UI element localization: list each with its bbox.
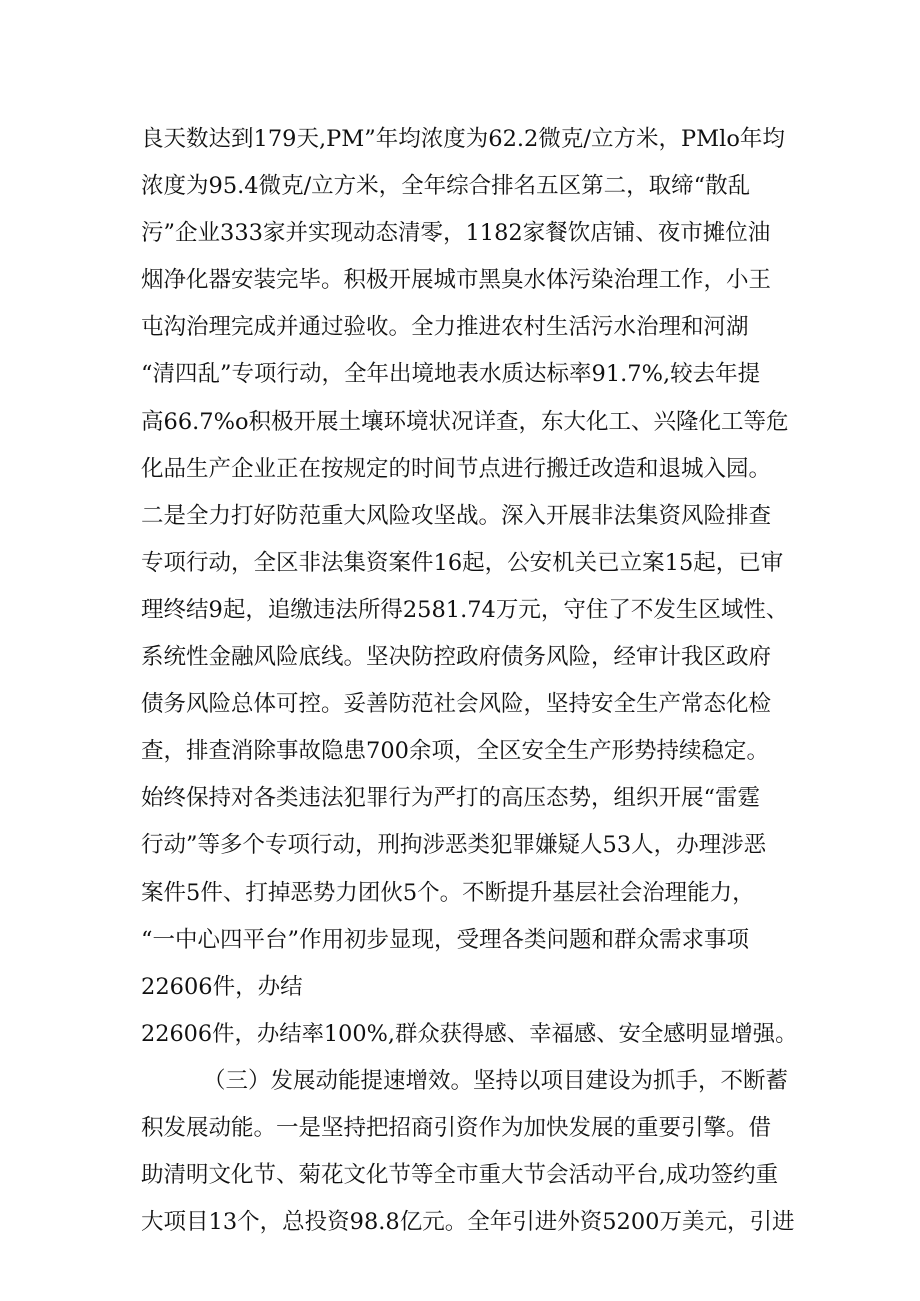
text-line: 查，排查消除事故隐患700余项，全区安全生产形势持续稳定。	[141, 738, 769, 765]
text-line: 大项目13个，总投资98.8亿元。全年引进外资5200万美元，引进	[141, 1209, 795, 1236]
text-line: 化品生产企业正在按规定的时间节点进行搬迁改造和退城入园。	[141, 455, 772, 482]
text-line: 22606件，办结率100%,群众获得感、幸福感、安全感明显增强。	[141, 1020, 798, 1047]
text-line: 行动”等多个专项行动，刑拘涉恶类犯罪嫌疑人53人，办理涉恶	[141, 832, 767, 859]
section-heading-line: （三）发展动能提速增效。坚持以项目建设为抓手，不断蓄	[203, 1067, 789, 1094]
text-line: 屯沟治理完成并通过验收。全力推进农村生活污水治理和河湖	[141, 314, 749, 341]
text-line: 理终结9起，追缴违法所得2581.74万元，守住了不发生区域性、	[141, 596, 789, 623]
text-line: 专项行动，全区非法集资案件16起，公安机关已立案15起，已审	[141, 549, 784, 576]
text-line: 烟净化器安装完毕。积极开展城市黑臭水体污染治理工作，小王	[141, 267, 772, 294]
text-line: 二是全力打好防范重大风险攻坚战。深入开展非法集资风险排查	[141, 502, 772, 529]
text-line: 助清明文化节、菊花文化节等全市重大节会活动平台,成功签约重	[141, 1162, 779, 1189]
text-line: 浓度为95.4微克/立方米，全年综合排名五区第二，取缔“散乱	[141, 173, 751, 200]
text-line: 系统性金融风险底线。坚决防控政府债务风险，经审计我区政府	[141, 644, 772, 671]
text-line: 良天数达到179天,PM”年均浓度为62.2微克/立方米，PMlo年均	[141, 126, 785, 152]
text-line: 22606件，办结	[141, 973, 303, 1000]
text-line: 高66.7%o积极开展土壤环境状况详查，东大化工、兴隆化工等危	[141, 408, 789, 435]
text-line: 污”企业333家并实现动态清零，1182家餐饮店铺、夜市摊位油	[141, 220, 771, 247]
body-text	[141, 119, 801, 1249]
text-line: 债务风险总体可控。妥善防范社会风险，坚持安全生产常态化检	[141, 691, 772, 718]
text-line: “一中心四平台”作用初步显现，受理各类问题和群众需求事项	[141, 926, 750, 953]
text-line: 始终保持对各类违法犯罪行为严打的高压态势，组织开展“雷霆	[141, 785, 761, 812]
text-line: “清四乱”专项行动，全年出境地表水质达标率91.7%,较去年提	[141, 361, 761, 388]
text-line: 案件5件、打掉恶势力团伙5个。不断提升基层社会治理能力，	[141, 879, 755, 906]
text-line: 积发展动能。一是坚持把招商引资作为加快发展的重要引擎。借	[141, 1114, 772, 1141]
